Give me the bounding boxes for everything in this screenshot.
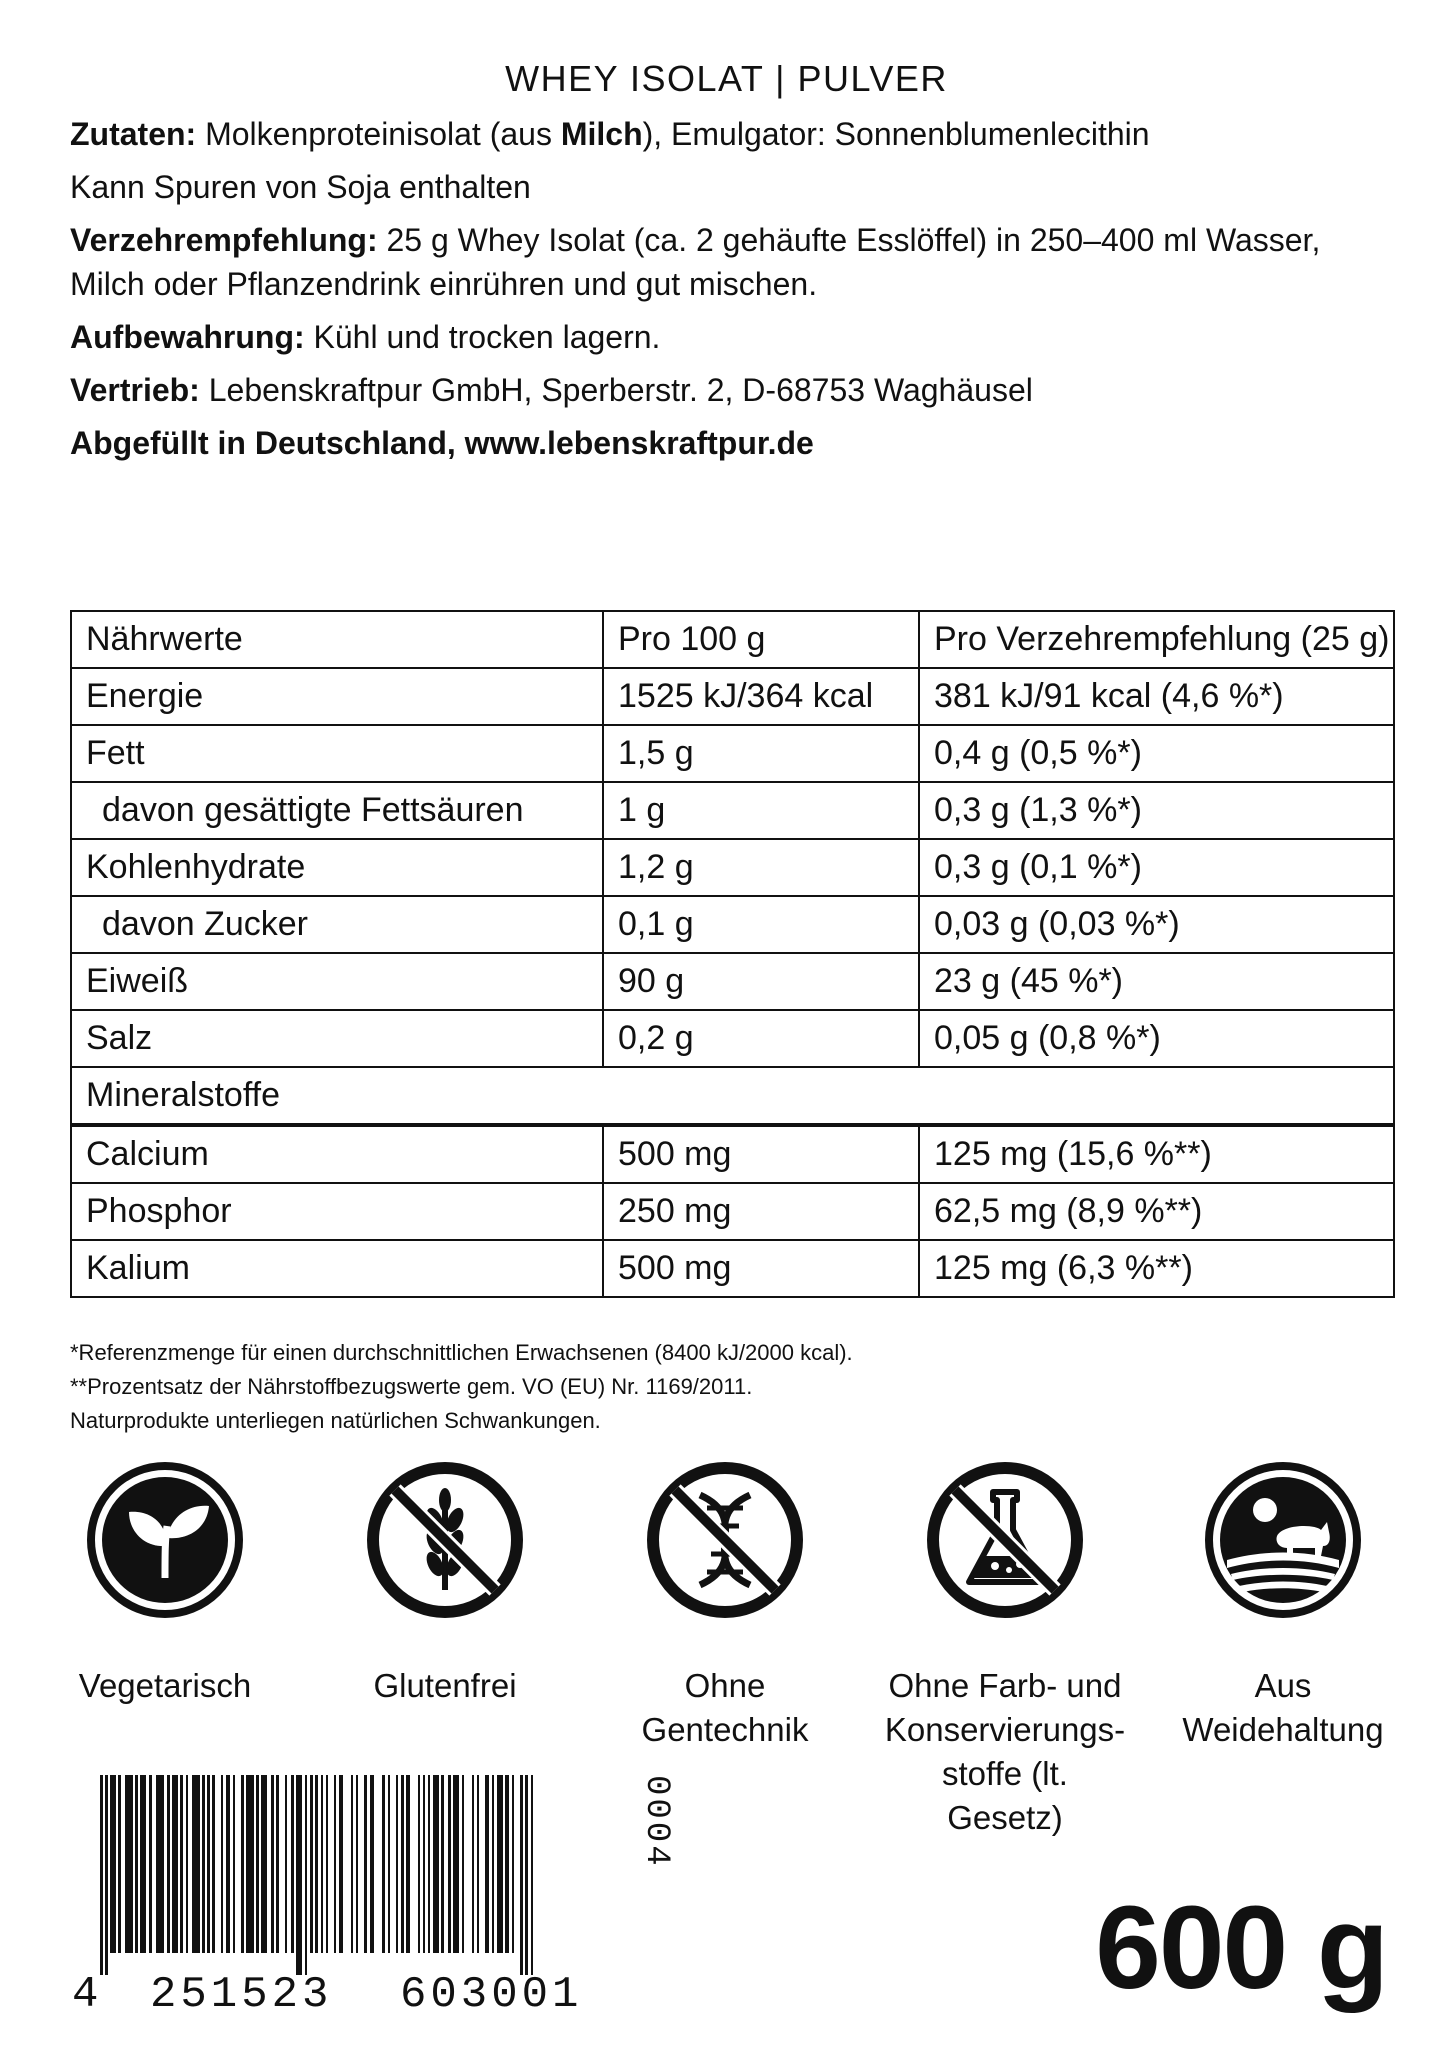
barcode-bar: [149, 1775, 152, 1953]
barcode-bar: [356, 1775, 358, 1953]
per-100g: 0,1 g: [603, 896, 919, 953]
distributor-line: [70, 368, 1400, 412]
barcode-bar: [180, 1775, 183, 1953]
barcode-bar: [462, 1775, 464, 1953]
wheat-crossed-icon: [365, 1460, 525, 1620]
nutrient-name: Kalium: [71, 1240, 603, 1297]
badge-label: Aus Weidehaltung: [1182, 1667, 1384, 1748]
barcode-digits-left: 251523: [150, 1970, 333, 2020]
table-row: [71, 953, 1394, 1010]
badge-label: Glutenfrei: [373, 1667, 517, 1704]
ingredients-line: [70, 112, 1400, 156]
table-row: [71, 1125, 1394, 1183]
badge-pasture: [1158, 1460, 1408, 1752]
footnote-nrv: **Prozentsatz der Nährstoffbezugswerte gem. VO (EU) Nr. 1169/2011.: [70, 1374, 753, 1399]
barcode-side-code: 0004: [637, 1775, 675, 1869]
barcode-bar: [418, 1775, 420, 1953]
barcode-bar: [453, 1775, 459, 1953]
barcode-bar: [472, 1775, 474, 1953]
per-100g: 1525 kJ/364 kcal: [603, 668, 919, 725]
barcode-bar: [505, 1775, 509, 1953]
ingredients-text-end: ), Emulgator: Sonnenblumenlecithin: [642, 116, 1150, 152]
product-info: [70, 112, 1400, 474]
ingredients-text: Molkenproteinisolat (aus: [196, 116, 561, 152]
recommendation-line: [70, 218, 1400, 306]
dna-crossed-icon: [645, 1460, 805, 1620]
barcode-bar: [271, 1775, 274, 1953]
barcode-bar: [396, 1775, 398, 1953]
barcode-digits-right: 603001: [400, 1970, 583, 2020]
barcode-bar: [256, 1775, 259, 1953]
barcode-bar: [520, 1775, 523, 1975]
barcode-bar: [202, 1775, 205, 1953]
barcode-bar: [233, 1775, 235, 1953]
per-100g: 1,2 g: [603, 839, 919, 896]
badge-glutenfree: [320, 1460, 570, 1708]
distributor-label: Vertrieb:: [70, 372, 200, 408]
barcode-bar: [172, 1775, 178, 1953]
barcode-bar: [382, 1775, 385, 1953]
barcode-bar: [226, 1775, 230, 1953]
barcode-bar: [492, 1775, 494, 1953]
nutrient-name: davon gesättigte Fettsäuren: [71, 782, 603, 839]
nutrient-name: Salz: [71, 1010, 603, 1067]
badge-no-additives: [880, 1460, 1130, 1840]
barcode-bar: [531, 1775, 533, 1975]
table-row: [71, 1240, 1394, 1297]
barcode-bar: [448, 1775, 451, 1953]
net-weight: 600 g: [1095, 1882, 1387, 2014]
table-section-row: [71, 1067, 1394, 1125]
section-title: Mineralstoffe: [71, 1067, 1394, 1125]
barcode-bar: [339, 1775, 343, 1953]
barcode-bar: [276, 1775, 279, 1953]
per-100g: 0,2 g: [603, 1010, 919, 1067]
barcode-bar: [305, 1775, 307, 1975]
per-serving: 23 g (45 %*): [919, 953, 1394, 1010]
barcode-bar: [186, 1775, 188, 1953]
barcode-bar: [423, 1775, 425, 1953]
cow-pasture-icon: [1203, 1460, 1363, 1620]
per-100g: 1,5 g: [603, 725, 919, 782]
barcode-bar: [118, 1775, 121, 1953]
barcode-bar: [207, 1775, 210, 1953]
footnote-reference: *Referenzmenge für einen durchschnittlichen Erwachsenen (8400 kJ/2000 kcal).: [70, 1340, 853, 1365]
barcode-bar: [334, 1775, 336, 1953]
barcode-bar: [497, 1775, 503, 1953]
barcode-digit-first: 4: [72, 1970, 103, 2020]
recommendation-text: 25 g Whey Isolat (ca. 2 gehäufte Esslöffel) in 250–400 ml Wasser, Milch oder Pflanzendrink einrühren und gut mischen.: [70, 222, 1321, 302]
per-serving: 0,3 g (1,3 %*): [919, 782, 1394, 839]
per-100g: 250 mg: [603, 1183, 919, 1240]
nutrient-name: Energie: [71, 668, 603, 725]
leaf-icon: [85, 1460, 245, 1620]
barcode-bar: [167, 1775, 170, 1953]
barcode-bar: [296, 1775, 302, 1975]
barcode-bar: [512, 1775, 514, 1953]
table-row: [71, 782, 1394, 839]
nutrient-name: davon Zucker: [71, 896, 603, 953]
table-row: [71, 1183, 1394, 1240]
per-100g: 90 g: [603, 953, 919, 1010]
per-serving: 0,03 g (0,03 %*): [919, 896, 1394, 953]
barcode-bar: [370, 1775, 374, 1953]
barcode-bar: [246, 1775, 254, 1953]
flask-crossed-icon: [925, 1460, 1085, 1620]
barcode-bar: [105, 1775, 108, 1975]
barcode-bar: [406, 1775, 410, 1953]
nutrient-name: Eiweiß: [71, 953, 603, 1010]
nutrient-name: Kohlenhydrate: [71, 839, 603, 896]
barcode-bar: [326, 1775, 328, 1953]
barcode-bar: [221, 1775, 223, 1953]
barcode-bar: [388, 1775, 390, 1953]
barcode-bar: [261, 1775, 267, 1953]
barcode-bar: [433, 1775, 439, 1953]
per-100g: 1 g: [603, 782, 919, 839]
per-100g: Pro 100 g: [603, 611, 919, 668]
barcode-bar: [315, 1775, 318, 1953]
nutrient-name: Fett: [71, 725, 603, 782]
barcode: [70, 1775, 675, 2035]
barcode-bar: [401, 1775, 404, 1953]
per-serving: 0,05 g (0,8 %*): [919, 1010, 1394, 1067]
per-serving: 381 kJ/91 kcal (4,6 %*): [919, 668, 1394, 725]
barcode-bar: [135, 1775, 138, 1953]
table-row: [71, 1010, 1394, 1067]
badge-no-gmo: [600, 1460, 850, 1752]
barcode-bars: [70, 1775, 630, 1975]
badge-vegetarian: [40, 1460, 290, 1708]
barcode-bar: [428, 1775, 430, 1953]
barcode-bar: [192, 1775, 200, 1953]
per-serving: 125 mg (15,6 %**): [919, 1125, 1394, 1183]
badge-label: Ohne Gentechnik: [641, 1667, 809, 1748]
per-100g: 500 mg: [603, 1240, 919, 1297]
badge-label: Ohne Farb- und Konservierungs- stoffe (lt. Gesetz): [884, 1667, 1126, 1836]
nutrient-name: Calcium: [71, 1125, 603, 1183]
barcode-bar: [485, 1775, 489, 1953]
nutrition-table: [70, 610, 1395, 1298]
barcode-bar: [364, 1775, 367, 1953]
page-title: WHEY ISOLAT | PULVER: [505, 58, 948, 99]
per-serving: Pro Verzehrempfehlung (25 g): [919, 611, 1394, 668]
table-row: [71, 725, 1394, 782]
barcode-bar: [100, 1775, 103, 1975]
barcode-bar: [125, 1775, 133, 1953]
badge-label: Vegetarisch: [78, 1667, 252, 1704]
barcode-bar: [310, 1775, 313, 1953]
table-row: [71, 839, 1394, 896]
table-row: [71, 896, 1394, 953]
table-row: [71, 668, 1394, 725]
barcode-bar: [291, 1775, 294, 1953]
footnote-natural: Naturprodukte unterliegen natürlichen Schwankungen.: [70, 1408, 601, 1433]
barcode-bar: [441, 1775, 444, 1953]
barcode-bar: [110, 1775, 116, 1953]
barcode-bar: [321, 1775, 323, 1953]
distributor-text: Lebenskraftpur GmbH, Sperberstr. 2, D-68753 Waghäusel: [199, 372, 1033, 408]
barcode-bar: [212, 1775, 215, 1953]
per-serving: 0,3 g (0,1 %*): [919, 839, 1394, 896]
per-serving: 0,4 g (0,5 %*): [919, 725, 1394, 782]
traces-line: Kann Spuren von Soja enthalten: [70, 169, 531, 205]
barcode-bar: [285, 1775, 287, 1953]
storage-text: Kühl und trocken lagern.: [304, 319, 661, 355]
barcode-bar: [477, 1775, 479, 1953]
recommendation-label: Verzehrempfehlung:: [70, 222, 378, 258]
bottled-line: Abgefüllt in Deutschland, www.lebenskraftpur.de: [70, 425, 814, 461]
barcode-bar: [156, 1775, 164, 1953]
barcode-bar: [241, 1775, 244, 1953]
nutrient-name: Phosphor: [71, 1183, 603, 1240]
per-serving: 62,5 mg (8,9 %**): [919, 1183, 1394, 1240]
nutrient-name: Nährwerte: [71, 611, 603, 668]
footnotes: [70, 1336, 853, 1438]
barcode-bar: [351, 1775, 353, 1953]
allergen-milk: Milch: [560, 116, 643, 152]
storage-line: [70, 315, 1400, 359]
table-header-row: [71, 611, 1394, 668]
ingredients-label: Zutaten:: [70, 116, 197, 152]
barcode-bar: [525, 1775, 528, 1975]
per-serving: 125 mg (6,3 %**): [919, 1240, 1394, 1297]
storage-label: Aufbewahrung:: [70, 319, 305, 355]
barcode-bar: [140, 1775, 146, 1953]
per-100g: 500 mg: [603, 1125, 919, 1183]
